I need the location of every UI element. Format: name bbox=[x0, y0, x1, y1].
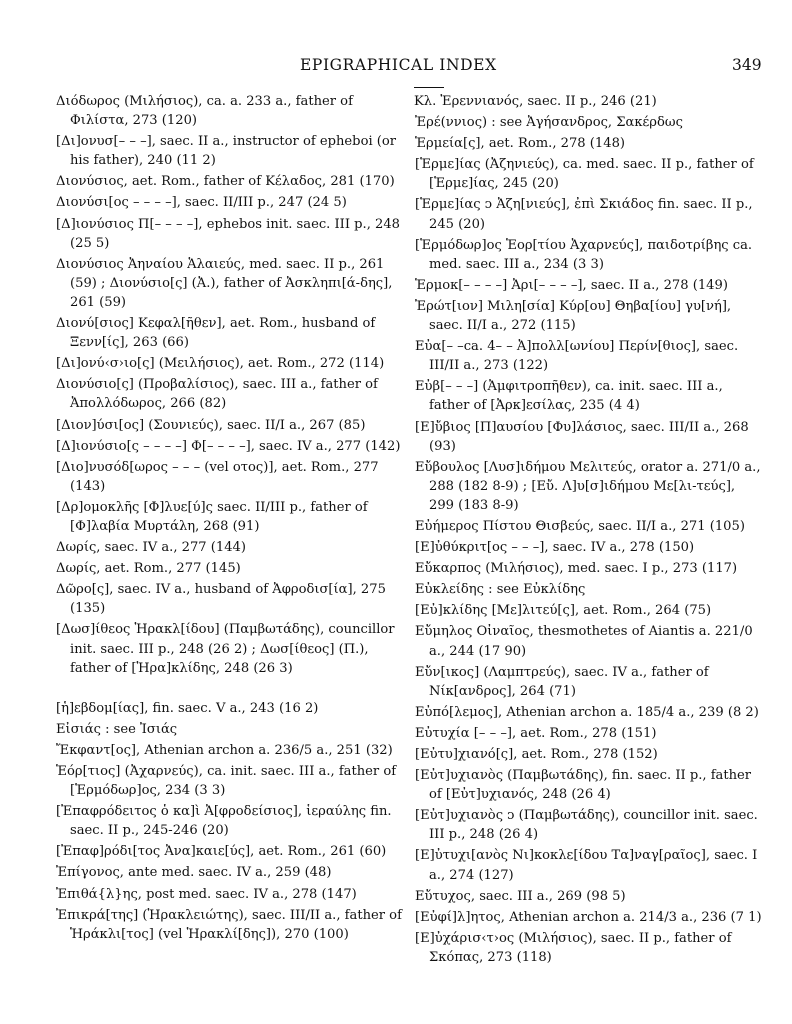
index-entry: Εἰσιάς : see Ἰσιάς bbox=[56, 721, 178, 737]
index-entry: Διονύσιο[ς] (Προβαλίσιος), saec. III a., father of Ἀπολλόδωρος, 266 (82) bbox=[56, 377, 378, 412]
index-entry: [Δ]ιονύσιο[ς – – – –] Φ[– – – –], saec. IV a., 277 (142) bbox=[56, 438, 401, 454]
index-entry: Ἐρέ(ννιος) : see Ἀγήσανδρος, Σακέρδως bbox=[415, 115, 683, 131]
index-entry: Εὐήμερος Πίστου Θισβεύς, saec. II/I a., 271 (105) bbox=[415, 518, 745, 534]
page-title: EPIGRAPHICAL INDEX bbox=[300, 56, 497, 74]
index-entry: [Δ]ιονύσιος Π[– – – –], ephebos init. saec. III p., 248 (25 5) bbox=[56, 216, 401, 251]
index-entry: [Ε]ὐτυχι[ανὸς Νι]κοκλε[ίδου Τα]ναγ[ραῖος], saec. I a., 274 (127) bbox=[415, 848, 758, 883]
index-entry: Εὐκλείδης : see Εὐκλίδης bbox=[415, 582, 586, 598]
index-entry: Ἐπικρά[της] (Ἡρακλειώτης), saec. III/II a., father of Ἡράκλι[τος] (vel Ἡρακλί[δης]), 270 (100) bbox=[56, 907, 402, 942]
index-entry: Ἐπίγονος, ante med. saec. IV a., 259 (48) bbox=[56, 865, 332, 881]
index-entry: Εὔτυχος, saec. III a., 269 (98 5) bbox=[415, 888, 626, 904]
index-entry: [Ἐπαφ]ρόδι[τος Ἀνα]καιε[ύς], aet. Rom., 261 (60) bbox=[56, 844, 387, 860]
index-entry: Εὔκαρπος (Μιλήσιος), med. saec. I p., 273 (117) bbox=[415, 561, 738, 577]
index-entry: [Διο]νυσόδ[ωρος – – – (vel οτος)], aet. Rom., 277 (143) bbox=[56, 459, 379, 494]
index-entry: Εὐτυχία [– – –], aet. Rom., 278 (151) bbox=[415, 725, 657, 741]
index-entry: [Ἐπαφρόδειτος ὁ κα]ὶ Ἀ[φροδείσιος], ἱεραύλης fin. saec. II p., 245-246 (20) bbox=[56, 804, 392, 839]
index-entry: [Δρ]ομοκλῆς [Φ]λυε[ύ]ς saec. II/III p., father of [Φ]λαβία Μυρτάλη, 268 (91) bbox=[56, 499, 368, 534]
left-column bbox=[56, 92, 406, 946]
right-column bbox=[415, 92, 763, 969]
index-entry: [Δι]ονύ‹σ›ιο[ς] (Μειλήσιος), aet. Rom., 272 (114) bbox=[56, 356, 385, 372]
index-entry: [Εὐτυ]χιανό[ς], aet. Rom., 278 (152) bbox=[415, 747, 658, 762]
index-entry: Ἐπιθά{λ}ης, post med. saec. IV a., 278 (147) bbox=[56, 886, 357, 902]
index-entry: Διονύσιος, aet. Rom., father of Κέλαδος, 281 (170) bbox=[56, 174, 395, 190]
index-entry: Ἐρώτ[ιον] Μιλη[σία] Κύρ[ου] Θηβα[ίου] γυ[νή], saec. II/I a., 272 (115) bbox=[415, 298, 732, 334]
index-entry: Ἔκφαντ[ος], Athenian archon a. 236/5 a., 251 (32) bbox=[56, 742, 393, 758]
index-entry: Διονύ[σιος] Κεφαλ[ῆθεν], aet. Rom., husband of Ξενν[ίς], 263 (66) bbox=[56, 316, 376, 351]
index-entry: [Ἑρμόδωρ]ος Ἑορ[τίου Ἀχαρνεύς], παιδοτρίβης ca. med. saec. III a., 234 (3 3) bbox=[415, 237, 753, 272]
index-entry: Διόδωρος (Μιλήσιος), ca. a. 233 a., father of Φιλίστα, 273 (120) bbox=[56, 94, 353, 129]
index-entry: Εὔβουλος [Λυσ]ιδήμου Μελιτεύς, orator a. 271/0 a., 288 (182 8-9) ; [Εὔ. Λ]υ[σ]ιδήμου Με[λι-τεύς], 299 (183 8-9) bbox=[415, 459, 761, 513]
index-entry: Διονύσι[ος – – – –], saec. II/III p., 247 (24 5) bbox=[56, 195, 347, 211]
running-head bbox=[0, 56, 792, 78]
index-entry: Εὔν[ικος] (Λαμπτρεύς), saec. IV a., father of Νίκ[ανδρος], 264 (71) bbox=[415, 664, 709, 699]
section-gap bbox=[56, 680, 406, 699]
index-entry: Διονύσιος Ἀηναίου Ἁλαιεύς, med. saec. II p., 261 (59) ; Διονύσιο[ς] (Ἀ.), father of Ἀσκληπι[ά-δης], 261 (59) bbox=[56, 256, 393, 310]
index-entry: Εὐβ[– – –] (Ἀμφιτροπῆθεν), ca. init. saec. III a., father of [Ἀρκ]εσίλας, 235 (4 4) bbox=[415, 379, 723, 414]
index-entry: Ἑρμεία[ς], aet. Rom., 278 (148) bbox=[415, 136, 626, 152]
index-entry: [Ἑρμε]ίας (Ἀζηνιεύς), ca. med. saec. II p., father of [Ἑρμε]ίας, 245 (20) bbox=[415, 157, 754, 192]
page-number: 349 bbox=[732, 56, 762, 74]
index-entry: [Ἑρμε]ίας ᴐ Ἀζη[νιεύς], ἐπὶ Σκιάδος fin. saec. II p., 245 (20) bbox=[415, 197, 753, 232]
index-entry: Ἑόρ[τιος] (Ἀχαρνεύς), ca. init. saec. III a., father of [Ἑρμόδωρ]ος, 234 (3 3) bbox=[56, 764, 397, 799]
index-entry: Δῶρο[ς], saec. IV a., husband of Ἀφροδισ[ία], 275 (135) bbox=[56, 582, 386, 617]
index-entry: [Εὐτ]υχιανὸς ᴐ (Παμβωτάδης), councillor init. saec. III p., 248 (26 4) bbox=[415, 808, 758, 843]
index-entry: [Εὐτ]υχιανὸς (Παμβωτάδης), fin. saec. II p., father of [Εὐτ]υχιανός, 248 (26 4) bbox=[415, 768, 752, 803]
index-entry: Δωρίς, aet. Rom., 277 (145) bbox=[56, 561, 241, 577]
index-entry: [Δι]ονυσ[– – –], saec. II a., instructor of epheboi (or his father), 240 (11 2) bbox=[56, 134, 397, 169]
index-entry: [Εὐφί]λ]ητος, Athenian archon a. 214/3 a., 236 (7 1) bbox=[415, 909, 762, 925]
index-entry: [Εὐ]κλίδης [Με]λιτεύ[ς], aet. Rom., 264 (75) bbox=[415, 603, 712, 619]
index-entry: Ἑρμοκ[– – – –] Ἀρι[– – – –], saec. II a., 278 (149) bbox=[415, 277, 728, 293]
index-entry: [Δωσ]ίθεος Ἡρακλ[ίδου] (Παμβωτάδης), councillor init. saec. III p., 248 (26 2) ; Δωσ[ίθεος] (Π.), father of [Ἡρα]κλίδης, 248 (26 3) bbox=[56, 622, 395, 676]
index-entry: Εὔμηλος Οἰναῖος, thesmothetes of Aiantis a. 221/0 a., 244 (17 90) bbox=[415, 624, 753, 659]
index-entry: Κλ. Ἐρεννιανός, saec. II p., 246 (21) bbox=[414, 92, 763, 111]
index-entry: [Διον]ύσι[ος] (Σουνιεύς), saec. II/I a., 267 (85) bbox=[56, 417, 366, 433]
index-entry: [Ε]ὐθύκριτ[ος – – –], saec. IV a., 278 (150) bbox=[415, 540, 695, 556]
index-entry: Δωρίς, saec. IV a., 277 (144) bbox=[56, 540, 247, 556]
index-entry: [ἡ]εβδομ[ίας], fin. saec. V a., 243 (16 2) bbox=[56, 700, 319, 716]
index-entry: Εὐα[– –ca. 4– – Ἀ]πολλ[ωνίου] Περίν[θιος], saec. III/II a., 273 (122) bbox=[415, 339, 739, 374]
index-entry: [Ε]ὔβιος [Π]αυσίου [Φυ]λάσιος, saec. III/II a., 268 (93) bbox=[415, 419, 749, 454]
index-entry: Εὐπό[λεμος], Athenian archon a. 185/4 a., 239 (8 2) bbox=[415, 704, 759, 720]
index-entry: [Ε]ὐχάρισ‹τ›ος (Μιλήσιος), saec. II p., father of Σκόπας, 273 (118) bbox=[415, 930, 732, 965]
